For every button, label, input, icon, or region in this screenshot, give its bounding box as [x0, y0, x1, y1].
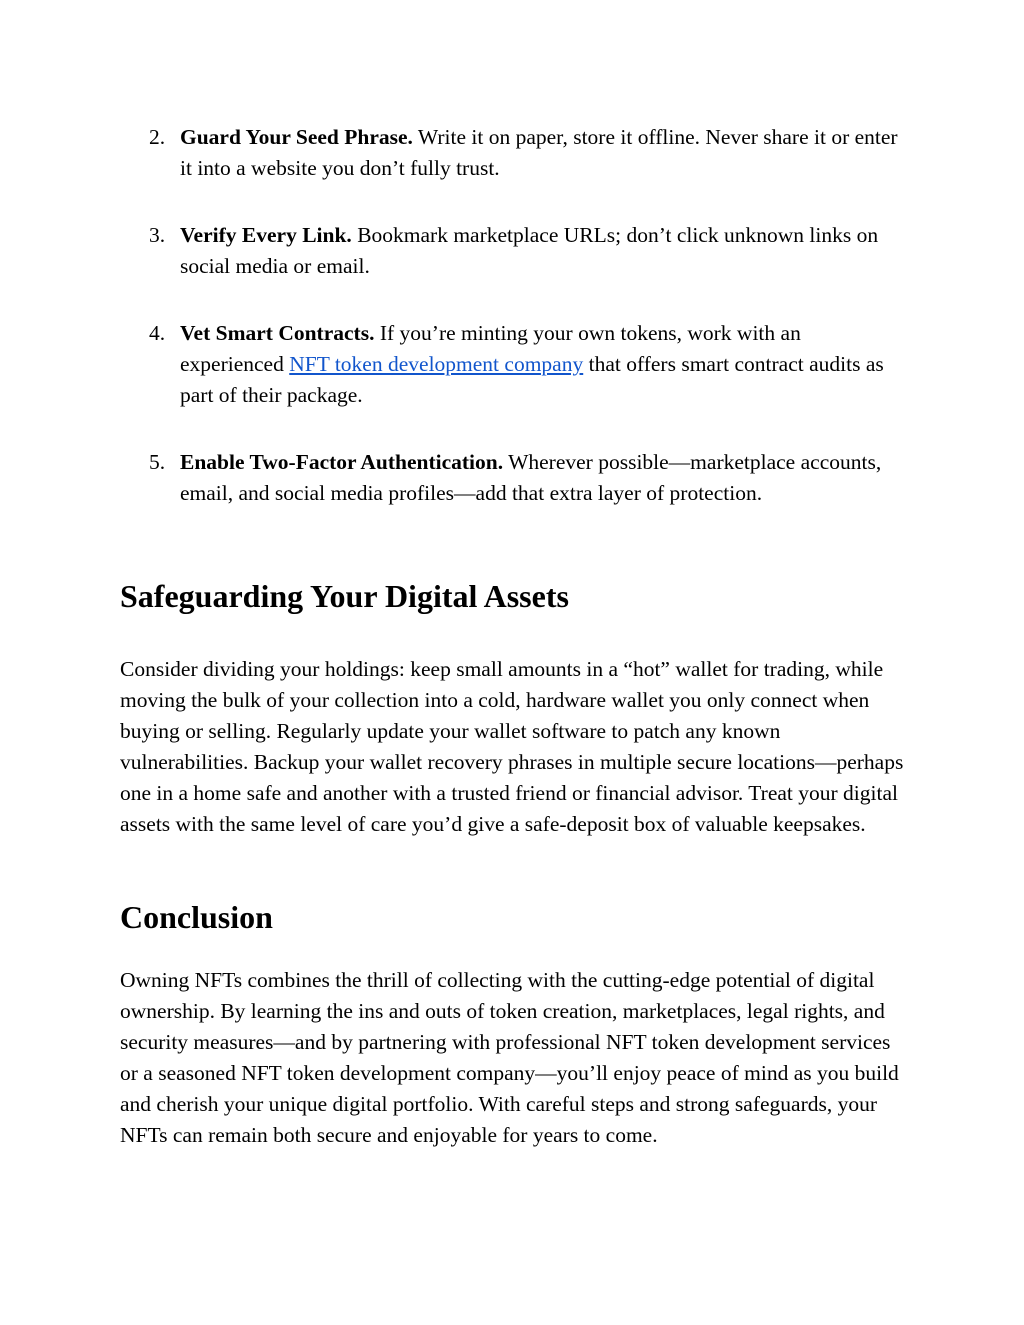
list-item-text: Bookmark marketplace URLs; don’t click unknown links on social media or email.: [180, 223, 879, 278]
section-paragraph-safeguarding: Consider dividing your holdings: keep small amounts in a “hot” wallet for trading, while moving the bulk of your collection into a cold, hardware wallet you only connect when buying or selling. Regularly update your wallet software to patch any known vulnerabilities. Backup your wallet recovery phrases in multiple secure locations—perhaps one in a home safe and another with a trusted friend or financial advisor. Treat your digital assets with the same level of care you’d give a safe‑deposit box of valuable keepsakes.: [120, 657, 904, 836]
list-item-number: 5.: [149, 450, 166, 474]
list-item-title: Vet Smart Contracts.: [180, 321, 375, 345]
list-item: [120, 220, 910, 282]
list-item-text: If you’re minting your own tokens, work with an experienced: [180, 321, 801, 376]
list-item-title: Verify Every Link.: [180, 223, 352, 247]
list-item-number: 3.: [149, 223, 166, 247]
list-item: [120, 318, 910, 411]
section-paragraph-conclusion: Owning NFTs combines the thrill of collecting with the cutting‑edge potential of digital ownership. By learning the ins and outs of token creation, marketplaces, legal rights, and security measures—and by partnering with professional NFT token development services or a seasoned NFT token development company—you’ll enjoy peace of mind as you build and cherish your unique digital portfolio. With careful steps and strong safeguards, your NFTs can remain both secure and enjoyable for years to come.: [120, 968, 899, 1147]
list-item-text: Write it on paper, store it offline. Never share it or enter it into a website you don’t fully trust.: [180, 125, 898, 180]
list-item-number: 4.: [149, 321, 166, 345]
list-item-text: Wherever possible—marketplace accounts, email, and social media profiles—add that extra layer of protection.: [180, 450, 882, 505]
list-item-text: that offers smart contract audits as part of their package.: [180, 352, 884, 407]
nft-token-development-company-link[interactable]: NFT token development company: [289, 352, 584, 376]
list-item-number: 2.: [149, 125, 166, 149]
security-tips-list: [120, 122, 910, 545]
list-item-title: Guard Your Seed Phrase.: [180, 125, 413, 149]
section-heading-conclusion: Conclusion: [120, 899, 273, 935]
section-heading-safeguarding: Safeguarding Your Digital Assets: [120, 578, 569, 614]
list-item-title: Enable Two‑Factor Authentication.: [180, 450, 504, 474]
list-item: [120, 447, 910, 509]
list-item: [120, 122, 910, 184]
